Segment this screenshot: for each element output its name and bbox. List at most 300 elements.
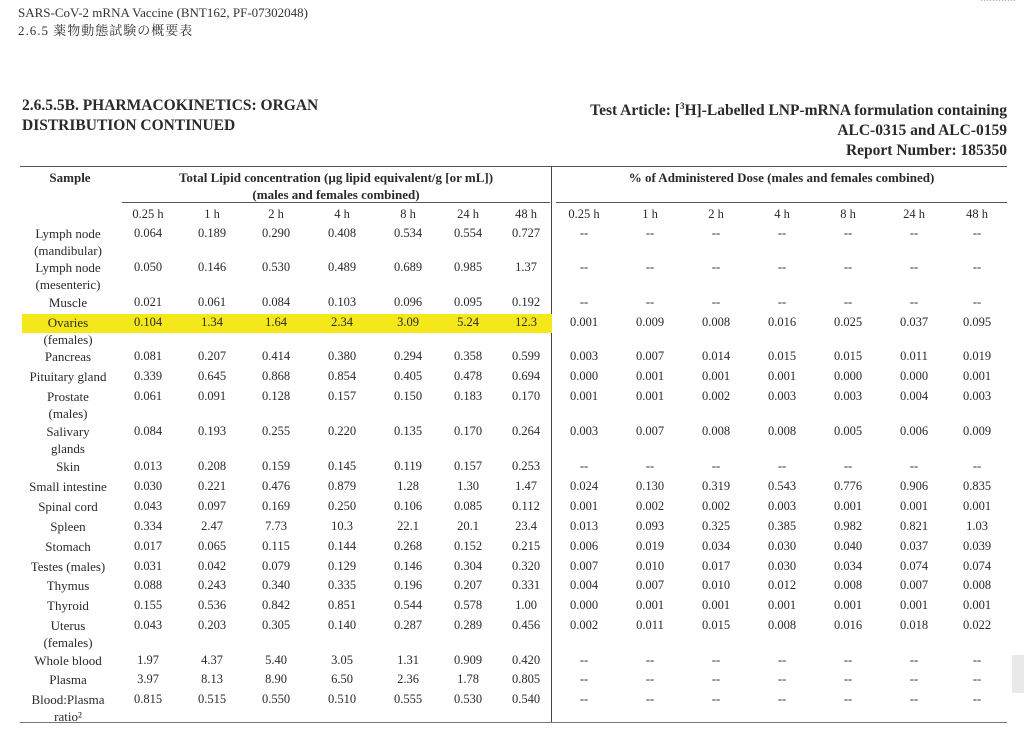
dose-cell: 0.008	[701, 315, 731, 329]
concentration-cell: 0.065	[197, 539, 227, 553]
dose-cell: 0.002	[569, 618, 599, 632]
concentration-cell: 0.155	[133, 598, 163, 612]
concentration-cell: 0.815	[133, 692, 163, 706]
dose-cell: --	[843, 692, 853, 706]
sample-label-line1: Whole blood	[34, 653, 102, 668]
dose-cell: 0.319	[701, 479, 731, 493]
concentration-cell: 0.146	[197, 260, 227, 274]
dose-cell: 0.982	[833, 519, 863, 533]
dose-cell: 0.014	[701, 349, 731, 363]
concentration-cell: 0.152	[453, 539, 483, 553]
concentration-cell: 0.289	[453, 618, 483, 632]
dose-cell: --	[645, 459, 655, 473]
dose-cell: 0.001	[569, 499, 599, 513]
dose-cell: --	[645, 692, 655, 706]
dose-cell: 0.001	[701, 369, 731, 383]
concentration-cell: 0.408	[327, 226, 357, 240]
dose-cell: 0.003	[833, 389, 863, 403]
concentration-cell: 0.854	[327, 369, 357, 383]
sample-label-line1: Stomach	[45, 539, 91, 554]
dose-cell: 0.001	[899, 499, 929, 513]
concentration-cell: 0.868	[261, 369, 291, 383]
sample-label-line1: Thyroid	[47, 598, 89, 613]
sample-label-line1: Testes (males)	[30, 559, 106, 574]
dose-cell: --	[909, 295, 919, 309]
test-article-line	[590, 96, 1007, 121]
concentration-cell: 0.599	[511, 349, 541, 363]
dose-cell: 0.074	[962, 559, 992, 573]
concentration-cell: 0.331	[511, 578, 541, 592]
concentration-cell: 0.335	[327, 578, 357, 592]
sample-label	[14, 368, 122, 385]
dose-cell: 0.001	[635, 598, 665, 612]
sample-label	[14, 671, 122, 688]
concentration-cell: 0.727	[511, 226, 541, 240]
concentration-cell: 0.169	[261, 499, 291, 513]
dose-cell: 0.001	[833, 499, 863, 513]
concentration-cell: 0.043	[133, 499, 163, 513]
dose-cell: --	[711, 459, 721, 473]
concentration-cell: 0.510	[327, 692, 357, 706]
concentration-cell: 0.304	[453, 559, 483, 573]
concentration-cell: 1.64	[265, 315, 287, 329]
dose-cell: 0.130	[635, 479, 665, 493]
concentration-cell: 0.208	[197, 459, 227, 473]
dose-cell: 0.011	[900, 349, 928, 363]
concentration-cell: 1.30	[457, 479, 479, 493]
concentration-cell: 0.013	[133, 459, 163, 473]
dose-cell: --	[645, 653, 655, 667]
sample-label-line1: Salivary	[46, 424, 90, 439]
concentration-cell: 0.221	[197, 479, 227, 493]
sample-label	[14, 423, 122, 457]
dose-cell: --	[972, 653, 982, 667]
dose-cell: 0.004	[569, 578, 599, 592]
time-header-conc: 1 h	[204, 207, 220, 221]
concentration-cell: 23.4	[515, 519, 537, 533]
table-title-line1: 2.6.5.5B. PHARMACOKINETICS: ORGAN	[22, 97, 319, 114]
time-header-conc: 8 h	[400, 207, 416, 221]
dose-cell: 0.030	[767, 559, 797, 573]
dose-cell: --	[909, 672, 919, 686]
concentration-cell: 0.530	[453, 692, 483, 706]
dose-cell: 0.019	[962, 349, 992, 363]
concentration-cell: 0.380	[327, 349, 357, 363]
concentration-cell: 0.305	[261, 618, 291, 632]
sample-label	[14, 348, 122, 365]
dose-cell: --	[579, 653, 589, 667]
sample-label-line1: Muscle	[48, 295, 88, 310]
concentration-cell: 0.193	[197, 424, 227, 438]
sample-label-line2: ratio²	[54, 709, 82, 724]
concentration-cell: 0.088	[133, 578, 163, 592]
dose-cell: 0.015	[767, 349, 797, 363]
time-header-dose: 48 h	[966, 207, 988, 221]
dose-cell: 0.040	[833, 539, 863, 553]
dose-cell: 0.008	[767, 618, 797, 632]
concentration-cell: 0.203	[197, 618, 227, 632]
concentration-cell: 0.017	[133, 539, 163, 553]
dose-cell: --	[711, 226, 721, 240]
concentration-cell: 1.97	[137, 653, 159, 667]
dose-cell: --	[972, 459, 982, 473]
time-header-conc: 48 h	[515, 207, 537, 221]
concentration-cell: 0.689	[393, 260, 423, 274]
concentration-cell: 0.104	[133, 315, 163, 329]
dose-cell: 0.006	[899, 424, 929, 438]
dose-cell: 0.008	[767, 424, 797, 438]
sample-label-line1: Blood:Plasma	[31, 692, 105, 707]
concentration-cell: 0.842	[261, 598, 291, 612]
concentration-cell: 0.189	[197, 226, 227, 240]
dose-cell: --	[777, 295, 787, 309]
sample-label	[14, 314, 122, 348]
concentration-cell: 0.091	[197, 389, 227, 403]
concentration-cell: 0.043	[133, 618, 163, 632]
concentration-cell: 1.37	[515, 260, 537, 274]
concentration-cell: 0.489	[327, 260, 357, 274]
dose-cell: 0.000	[569, 369, 599, 383]
concentration-cell: 0.909	[453, 653, 483, 667]
dose-cell: 0.002	[701, 499, 731, 513]
concentration-cell: 2.34	[331, 315, 353, 329]
concentration-cell: 0.207	[197, 349, 227, 363]
concentration-cell: 0.079	[261, 559, 291, 573]
dose-cell: 0.039	[962, 539, 992, 553]
concentration-cell: 0.112	[512, 499, 540, 513]
concentration-cell: 5.24	[457, 315, 479, 329]
product-line: SARS-CoV-2 mRNA Vaccine (BNT162, PF-07302048)	[18, 5, 308, 20]
dose-group-header: % of Administered Dose (males and females combined)	[628, 170, 935, 185]
concentration-cell: 8.13	[201, 672, 223, 686]
dose-cell: 0.024	[569, 479, 599, 493]
sample-label-line1: Prostate	[47, 389, 89, 404]
concentration-cell: 0.170	[453, 424, 483, 438]
dose-cell: 0.000	[833, 369, 863, 383]
concentration-cell: 1.00	[515, 598, 537, 612]
dose-cell: 0.906	[899, 479, 929, 493]
concentration-cell: 0.851	[327, 598, 357, 612]
dose-cell: --	[579, 459, 589, 473]
dose-cell: 0.005	[833, 424, 863, 438]
table-bottom-rule	[20, 722, 1007, 723]
concentration-cell: 1.28	[397, 479, 419, 493]
concentration-cell: 1.31	[397, 653, 419, 667]
concentration-cell: 6.50	[331, 672, 353, 686]
concentration-cell: 4.37	[201, 653, 223, 667]
dose-cell: 0.543	[767, 479, 797, 493]
dose-cell: 0.001	[767, 369, 797, 383]
sample-label	[14, 259, 122, 293]
concentration-cell: 0.694	[511, 369, 541, 383]
concentration-cell: 0.157	[327, 389, 357, 403]
concentration-cell: 0.061	[197, 295, 227, 309]
concentration-cell: 0.243	[197, 578, 227, 592]
concentration-cell: 0.146	[393, 559, 423, 573]
concentration-header-line2: (males and females combined)	[252, 187, 420, 202]
concentration-cell: 0.534	[393, 226, 423, 240]
concentration-cell: 0.042	[197, 559, 227, 573]
dose-cell: 0.002	[701, 389, 731, 403]
dose-cell: --	[777, 672, 787, 686]
dose-cell: --	[843, 260, 853, 274]
concentration-cell: 0.255	[261, 424, 291, 438]
concentration-cell: 2.47	[201, 519, 223, 533]
concentration-cell: 0.196	[393, 578, 423, 592]
dose-cell: 0.003	[767, 389, 797, 403]
dose-cell: 0.030	[767, 539, 797, 553]
sample-label-line1: Spleen	[50, 519, 86, 534]
sample-label	[14, 478, 122, 495]
dose-cell: 0.037	[899, 539, 929, 553]
dose-cell: 0.001	[701, 598, 731, 612]
concentration-cell: 0.264	[511, 424, 541, 438]
sample-label	[14, 617, 122, 651]
dose-cell: 0.009	[962, 424, 992, 438]
dose-cell: 0.001	[569, 389, 599, 403]
sample-label-line1: Uterus	[50, 618, 86, 633]
test-article-pre: Test Article: [	[590, 102, 680, 120]
concentration-cell: 0.215	[511, 539, 541, 553]
concentration-cell: 0.106	[393, 499, 423, 513]
dose-cell: --	[909, 260, 919, 274]
table-divider	[551, 166, 552, 722]
concentration-group-header	[122, 169, 550, 203]
dose-cell: 0.776	[833, 479, 863, 493]
dose-cell: --	[645, 672, 655, 686]
dose-cell: 0.011	[636, 618, 664, 632]
sample-label	[14, 691, 122, 725]
concentration-cell: 2.36	[397, 672, 419, 686]
concentration-cell: 3.05	[331, 653, 353, 667]
concentration-cell: 5.40	[265, 653, 287, 667]
concentration-cell: 0.290	[261, 226, 291, 240]
dose-cell: 0.001	[635, 389, 665, 403]
dose-cell: 0.001	[833, 598, 863, 612]
concentration-cell: 10.3	[331, 519, 353, 533]
concentration-cell: 0.340	[261, 578, 291, 592]
dose-cell: --	[777, 692, 787, 706]
sample-label	[14, 652, 122, 669]
sample-column-header: Sample	[49, 170, 91, 185]
dose-cell: 0.003	[962, 389, 992, 403]
concentration-cell: 0.287	[393, 618, 423, 632]
dose-cell: 0.010	[635, 559, 665, 573]
dose-cell: --	[909, 653, 919, 667]
concentration-cell: 0.550	[261, 692, 291, 706]
dose-cell: 0.007	[635, 424, 665, 438]
dose-cell: --	[645, 295, 655, 309]
concentration-cell: 0.030	[133, 479, 163, 493]
concentration-cell: 12.3	[515, 315, 537, 329]
dose-cell: 0.325	[701, 519, 731, 533]
concentration-cell: 0.339	[133, 369, 163, 383]
time-header-dose: 8 h	[840, 207, 856, 221]
dose-cell: --	[579, 260, 589, 274]
section-line: 2.6.5 薬物動態試験の概要表	[18, 23, 194, 38]
concentration-cell: 0.031	[133, 559, 163, 573]
concentration-cell: 0.268	[393, 539, 423, 553]
time-header-conc: 0.25 h	[132, 207, 164, 221]
dose-cell: --	[579, 295, 589, 309]
dose-cell: 0.007	[635, 349, 665, 363]
dose-cell: 0.037	[899, 315, 929, 329]
sample-label-line1: Lymph node	[35, 226, 101, 241]
sample-label-line1: Skin	[56, 459, 80, 474]
concentration-cell: 0.150	[393, 389, 423, 403]
sample-label-line1: Pituitary gland	[29, 369, 107, 384]
concentration-cell: 0.805	[511, 672, 541, 686]
concentration-cell: 3.09	[397, 315, 419, 329]
sample-label	[14, 498, 122, 515]
concentration-cell: 0.145	[327, 459, 357, 473]
concentration-cell: 0.420	[511, 653, 541, 667]
sample-label-line1: Thymus	[46, 578, 90, 593]
concentration-cell: 1.34	[201, 315, 223, 329]
concentration-cell: 0.064	[133, 226, 163, 240]
sample-label-line2: glands	[51, 441, 85, 456]
dose-cell: 0.012	[767, 578, 797, 592]
sample-label	[14, 458, 122, 475]
concentration-cell: 0.476	[261, 479, 291, 493]
time-header-dose: 2 h	[708, 207, 724, 221]
document-header	[18, 4, 308, 40]
concentration-cell: 0.879	[327, 479, 357, 493]
time-header-dose: 1 h	[642, 207, 658, 221]
concentration-cell: 0.414	[261, 349, 291, 363]
dose-cell: 0.007	[899, 578, 929, 592]
concentration-cell: 0.220	[327, 424, 357, 438]
dose-cell: 0.010	[701, 578, 731, 592]
dose-cell: --	[972, 295, 982, 309]
concentration-cell: 0.140	[327, 618, 357, 632]
sample-label-line2: (females)	[43, 635, 93, 650]
concentration-cell: 0.135	[393, 424, 423, 438]
dose-cell: --	[711, 692, 721, 706]
report-number: Report Number: 185350	[845, 142, 1007, 160]
time-header-dose: 4 h	[774, 207, 790, 221]
concentration-cell: 0.085	[453, 499, 483, 513]
dose-cell: 0.003	[569, 349, 599, 363]
concentration-cell: 0.985	[453, 260, 483, 274]
test-article-line2: ALC-0315 and ALC-0159	[837, 122, 1007, 140]
dose-cell: 0.016	[833, 618, 863, 632]
dose-cell: --	[972, 672, 982, 686]
concentration-cell: 0.096	[393, 295, 423, 309]
time-header-conc: 4 h	[334, 207, 350, 221]
concentration-cell: 0.544	[393, 598, 423, 612]
dose-cell: 0.074	[899, 559, 929, 573]
dose-cell: --	[777, 459, 787, 473]
dose-cell: 0.007	[569, 559, 599, 573]
dose-cell: 0.017	[701, 559, 731, 573]
dose-cell: 0.000	[569, 598, 599, 612]
dose-cell: 0.013	[569, 519, 599, 533]
concentration-cell: 0.084	[133, 424, 163, 438]
dose-cell: 0.095	[962, 315, 992, 329]
dose-cell: 0.385	[767, 519, 797, 533]
dose-cell: 0.034	[833, 559, 863, 573]
concentration-cell: 0.129	[327, 559, 357, 573]
concentration-cell: 0.157	[453, 459, 483, 473]
dose-cell: --	[972, 260, 982, 274]
dose-cell: 0.025	[833, 315, 863, 329]
sample-label-line2: (males)	[48, 406, 88, 421]
concentration-cell: 0.183	[453, 389, 483, 403]
concentration-cell: 0.536	[197, 598, 227, 612]
time-header-dose: 0.25 h	[568, 207, 600, 221]
dose-cell: 0.009	[635, 315, 665, 329]
concentration-cell: 0.159	[261, 459, 291, 473]
sample-label-line1: Pancreas	[44, 349, 92, 364]
concentration-cell: 0.081	[133, 349, 163, 363]
cropped-corner-text	[980, 0, 1016, 5]
sample-label	[14, 388, 122, 422]
concentration-cell: 0.320	[511, 559, 541, 573]
dose-cell: 0.008	[701, 424, 731, 438]
dose-cell: 0.001	[962, 369, 992, 383]
test-article-block	[590, 96, 1007, 161]
sample-label-line2: (mesenteric)	[35, 277, 101, 292]
sample-label-line1: Small intestine	[29, 479, 107, 494]
dose-cell: 0.003	[569, 424, 599, 438]
dose-cell: 0.008	[833, 578, 863, 592]
concentration-cell: 0.358	[453, 349, 483, 363]
test-article-post: H]-Labelled LNP-mRNA formulation containing	[684, 102, 1007, 120]
concentration-cell: 0.061	[133, 389, 163, 403]
concentration-cell: 0.530	[261, 260, 291, 274]
dose-cell: 0.821	[899, 519, 929, 533]
concentration-cell: 0.084	[261, 295, 291, 309]
test-article-sup: 3	[680, 101, 685, 111]
concentration-cell: 0.144	[327, 539, 357, 553]
concentration-cell: 0.405	[393, 369, 423, 383]
dose-cell: 1.03	[966, 519, 988, 533]
sample-label	[14, 225, 122, 259]
concentration-header-line1: Total Lipid concentration (µg lipid equivalent/g [or mL])	[178, 170, 494, 185]
sample-label	[14, 577, 122, 594]
concentration-cell: 7.73	[265, 519, 287, 533]
table-title	[22, 96, 318, 136]
dose-cell: --	[645, 226, 655, 240]
concentration-cell: 8.90	[265, 672, 287, 686]
concentration-cell: 0.119	[394, 459, 422, 473]
table-title-line2: DISTRIBUTION CONTINUED	[22, 117, 236, 134]
concentration-cell: 0.095	[453, 295, 483, 309]
concentration-cell: 0.456	[511, 618, 541, 632]
dose-cell: 0.003	[767, 499, 797, 513]
dose-cell: 0.034	[701, 539, 731, 553]
sample-label-line2: (females)	[43, 332, 93, 347]
group2-underline	[556, 202, 1007, 203]
dose-cell: 0.018	[899, 618, 929, 632]
dose-cell: --	[645, 260, 655, 274]
sample-label	[14, 518, 122, 535]
sample-label-line1: Lymph node	[35, 260, 101, 275]
dose-cell: 0.001	[635, 369, 665, 383]
concentration-cell: 0.050	[133, 260, 163, 274]
concentration-cell: 0.645	[197, 369, 227, 383]
sample-label	[14, 558, 122, 575]
dose-cell: 0.000	[899, 369, 929, 383]
time-header-conc: 2 h	[268, 207, 284, 221]
table-top-rule	[20, 166, 1007, 167]
concentration-cell: 0.578	[453, 598, 483, 612]
concentration-cell: 0.097	[197, 499, 227, 513]
concentration-cell: 1.78	[457, 672, 479, 686]
concentration-cell: 20.1	[457, 519, 479, 533]
dose-cell: 0.015	[701, 618, 731, 632]
